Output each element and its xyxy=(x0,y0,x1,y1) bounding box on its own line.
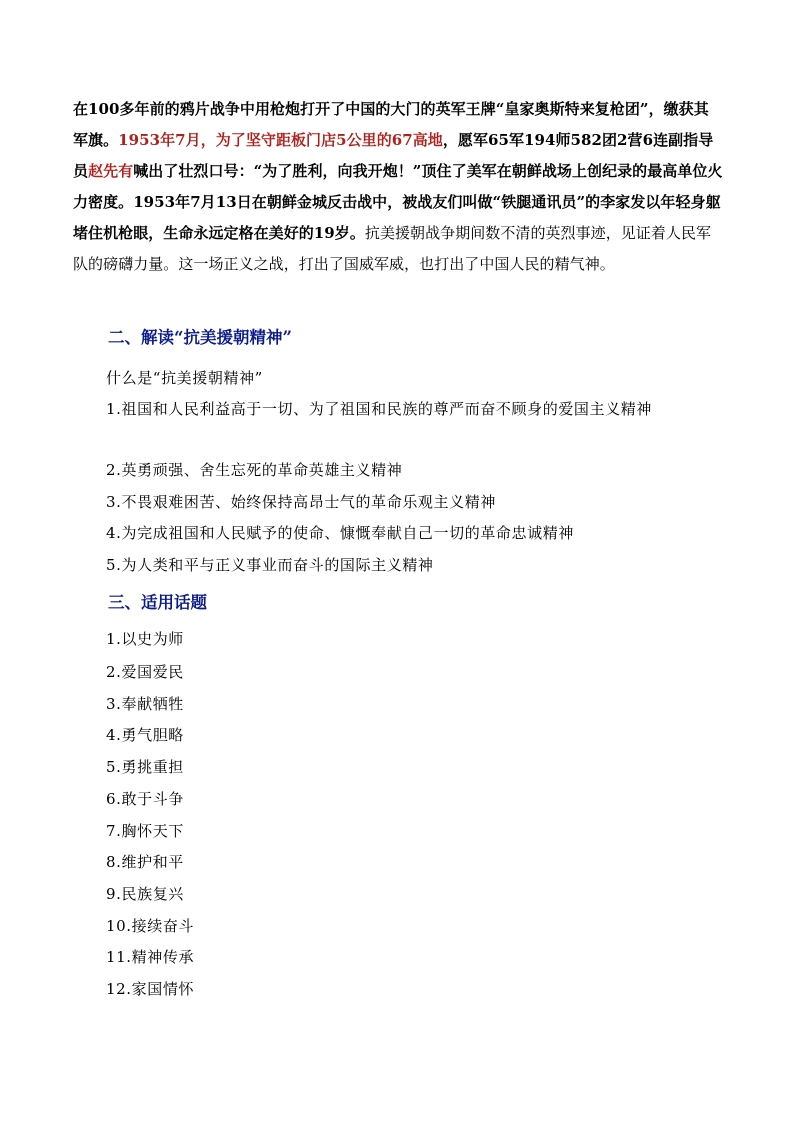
topic-item: 4.勇气胆略 xyxy=(106,726,184,744)
section-heading-topics: 三、适用话题 xyxy=(108,593,207,612)
topic-item: 9.民族复兴 xyxy=(106,885,184,903)
topic-item: 5.勇挑重担 xyxy=(106,758,184,776)
topic-item: 8.维护和平 xyxy=(106,853,184,871)
intro-segment: 喊出了壮烈口号：“为了胜利，向我开炮！”顶住了美军在朝鲜战场上创纪录的最高单位火力密度。1953年7月13日在朝鲜金城反击战中，被战友们叫做“铁腿通讯员”的李家发以年轻身躯堵住机枪眼，生命永远定格在美好的19岁。 xyxy=(73,162,723,242)
topic-item: 7.胸怀天下 xyxy=(106,822,184,840)
spirit-item-3: 3.不畏艰难困苦、始终保持高昂士气的革命乐观主义精神 xyxy=(106,493,496,511)
intro-paragraph xyxy=(73,94,723,280)
intro-highlight-name: 赵先有 xyxy=(88,162,134,180)
topic-item: 11.精神传承 xyxy=(106,948,195,966)
spirit-item-1: 1.祖国和人民利益高于一切、为了祖国和民族的尊严而奋不顾身的爱国主义精神 xyxy=(106,400,652,418)
intro-segment: ，愿军65军194师582团2营6连副指导员 xyxy=(73,131,714,180)
topic-item: 1.以史为师 xyxy=(106,630,184,648)
topic-item: 12.家国情怀 xyxy=(106,980,195,998)
topic-item: 10.接续奋斗 xyxy=(106,917,195,935)
question-line: 什么是“抗美援朝精神” xyxy=(106,369,263,387)
intro-segment: 在100多年前的鸦片战争中用枪炮打开了中国的大门的英军王牌“皇家奥斯特来复枪团”，缴获其军旗。 xyxy=(73,100,709,149)
topic-item: 3.奉献牺牲 xyxy=(106,695,184,713)
spirit-item-4: 4.为完成祖国和人民赋予的使命、慷慨奉献自己一切的革命忠诚精神 xyxy=(106,524,574,542)
section-heading-interpretation: 二、解读“抗美援朝精神” xyxy=(108,328,292,347)
intro-segment-plain: 抗美援朝战争期间数不清的英烈事迹，见证着人民军队的磅礴力量。这一场正义之战，打出了国威军威，也打出了中国人民的精气神。 xyxy=(73,224,712,273)
topic-item: 2.爱国爱民 xyxy=(106,663,184,681)
intro-highlight-date: 1953年7月，为了坚守距板门店5公里的67高地 xyxy=(118,131,443,149)
topic-item: 6.敢于斗争 xyxy=(106,790,184,808)
spirit-item-5: 5.为人类和平与正义事业而奋斗的国际主义精神 xyxy=(106,556,434,574)
spirit-item-2: 2.英勇顽强、舍生忘死的革命英雄主义精神 xyxy=(106,461,403,479)
